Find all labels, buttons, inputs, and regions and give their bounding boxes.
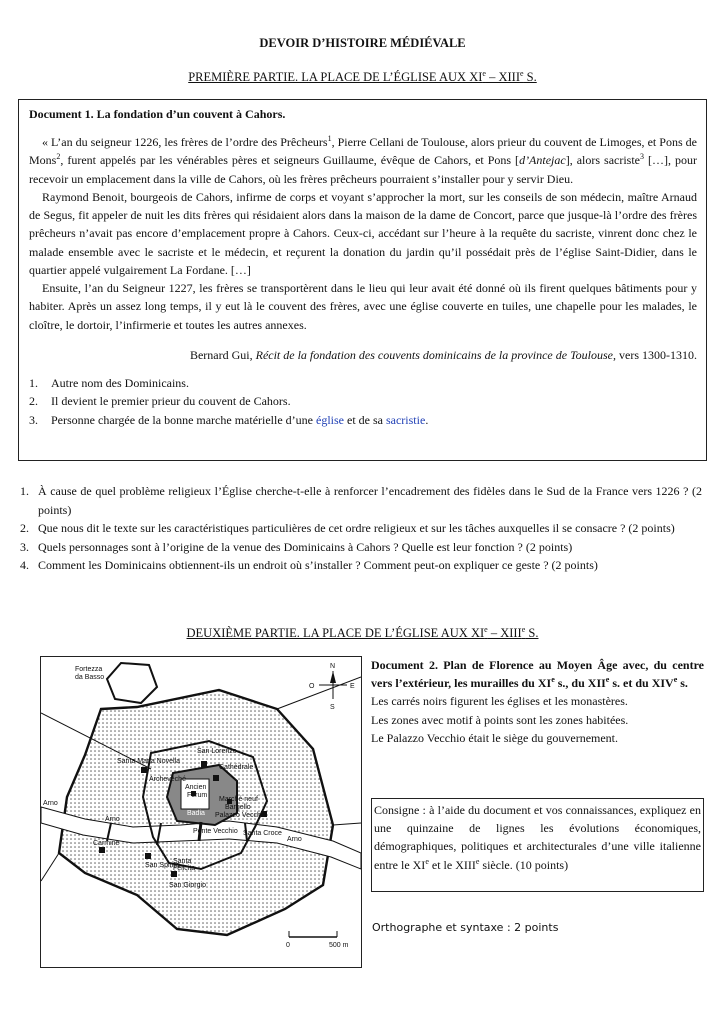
question-item: 3. Quels personnages sont à l’origine de la venue des Dominicains à Cahors ? Quelle est leur fonction ? (2 points): [20, 539, 573, 554]
question-item: 2. Que nous dit le texte sur les caractéristiques particulières de cet ordre religieux et sur les tâches auxquelles il se consacre ? (2 points): [20, 521, 675, 536]
document-1-paragraph-1: « L’an du seigneur 1226, les frères de l’ordre des Prêcheurs$^1$, Pierre Cellani de Toulouse, alors prieur du couvent de Limoges, et Pons de Mons$^2$, furent appelés par les vénérables pères et seigneurs Guillaume, évêque de Cahors, et Pons [d’Antejac], alors sacriste$^3$ […], pour recevoir un emplacement dans la ville de Cahors, où les frères prêcheurs pourraient s’installer pour y servir Dieu.: [29, 134, 698, 186]
footnote: 2. Il devient le premier prieur du couvent de Cahors.: [29, 394, 291, 409]
label-arno-1: Arno: [43, 800, 58, 807]
label-forum: Forum: [187, 792, 208, 799]
label-cathedrale: Cathédrale: [219, 764, 254, 771]
church-square: [213, 775, 219, 781]
consigne-box: Consigne : à l’aide du document et vos connaissances, expliquez en une quinzaine de lignes les évolutions économiques, démographiques, politiques et architecturales d’une ville italienne entre le XIe et le XIIIe siècle. (10 points): [371, 798, 704, 892]
label-archeveche: Archevêché: [149, 776, 186, 783]
label-badia: Badia: [187, 810, 205, 817]
label-santa-maria-novella: Santa Maria Novella: [117, 758, 181, 765]
scale-zero: 0: [286, 942, 290, 949]
document-1-source: Bernard Gui, Récit de la fondation des couvents dominicains de la province de Toulouse, vers 1300-1310.: [189, 347, 697, 362]
road: [333, 823, 361, 825]
page-title: DEVOIR D’HISTOIRE MÉDIÉVALE: [259, 36, 466, 50]
florence-map-drawing: [41, 657, 361, 967]
label-san-giorgio: San Giorgio: [169, 882, 206, 889]
label-san-lorenzo: San Lorenzo: [197, 748, 237, 755]
church-square: [141, 767, 147, 773]
label-bargello: Bargello: [225, 804, 251, 811]
label-felicita: Felicita: [173, 865, 196, 872]
scale-500: 500 m: [329, 942, 349, 949]
scale-bar: [286, 931, 349, 949]
document-1-paragraph-2: Raymond Benoit, bourgeois de Cahors, infirme de corps et voyant s’approcher la mort, sur les conseils de son médecin, maître Arnaud de Segus, fit appeler de nuit les dits frères qui résidaient alors dans la maison de la dame de Concort, parce que jusque-là l’ordre des frères prêcheurs n’avait pas encore d’emplacement propre à Cahors. Ceux-ci, accédant sur l’heure à la requête du sacriste, vinrent donc chez le malade ensemble avec le sacriste et le médecin, et reçurent la donation du jardin qu’il possédait près de l’église Saint-Didier, dans le quartier appelé vulgairement La Fordane. […]: [29, 189, 697, 277]
compass-n: N: [330, 663, 336, 670]
document-2-title: Document 2. Plan de Florence au Moyen Âge avec, du centre vers l’extérieur, les murailles du XIe s., du XIIe s. et du XIVe s.: [371, 658, 704, 690]
label-fortezza: Fortezza: [75, 666, 103, 673]
document-2-legend-churches: Les carrés noirs figurent les églises et les monastères.: [371, 694, 628, 708]
road: [277, 677, 361, 709]
sacristie-link[interactable]: sacristie: [385, 412, 426, 427]
label-arno-2: Arno: [105, 816, 120, 823]
compass-s: S: [330, 704, 335, 711]
church-square: [145, 853, 151, 859]
label-da-basso: da Basso: [75, 674, 105, 681]
label-ancien: Ancien: [185, 784, 207, 791]
label-san-spirito: San Spirito: [145, 862, 180, 869]
label-santa: Santa: [173, 858, 192, 865]
footnote: 3. Personne chargée de la bonne marche matérielle d’une église et de sa sacristie.: [29, 412, 429, 427]
fortezza-da-basso: [107, 663, 157, 703]
question-item: 1. À cause de quel problème religieux l’Église cherche-t-elle à renforcer l’encadrement des fidèles dans le Sud de la France vers 1226 ? (2 points): [20, 484, 702, 517]
compass-o: O: [309, 683, 315, 690]
document-1-box: [18, 99, 707, 461]
part1-heading: PREMIÈRE PARTIE. LA PLACE DE L’ÉGLISE AUX XIe – XIIIe S.: [188, 68, 537, 84]
florence-map: [40, 656, 362, 968]
label-palazzo-vecchio: Palazzo Vecchio: [215, 812, 267, 819]
compass-icon: [309, 663, 355, 711]
label-santa-croce: Santa Croce: [243, 830, 282, 837]
church-square: [201, 761, 207, 767]
label-arno-3: Arno: [287, 836, 302, 843]
footnotes: [29, 374, 697, 429]
label-marche-neuf: Marché neuf: [219, 796, 258, 803]
document-2-legend-palazzo: Le Palazzo Vecchio était le siège du gouvernement.: [371, 731, 619, 746]
eglise-link[interactable]: église: [316, 412, 344, 427]
part2-heading: DEUXIÈME PARTIE. LA PLACE DE L’ÉGLISE AUX XIe – XIIIe S.: [186, 624, 539, 640]
label-ponte-vecchio: Ponte Vecchio: [193, 828, 238, 835]
orthographe-note: Orthographe et syntaxe : 2 points: [372, 921, 559, 934]
document-2-text: [371, 656, 704, 748]
questions-list: [18, 482, 702, 575]
label-carmine: Carmine: [93, 840, 120, 847]
footnote: 1. Autre nom des Dominicains.: [29, 376, 189, 391]
road: [41, 853, 59, 881]
church-square: [99, 847, 105, 853]
document-2-legend-dotted: Les zones avec motif à points sont les zones habitées.: [371, 712, 629, 727]
question-item: 4. Comment les Dominicains obtiennent-ils un endroit où s’installer ? Comment peut-on expliquer ce geste ? (2 points): [20, 558, 598, 573]
document-1-title: Document 1. La fondation d’un couvent à Cahors.: [29, 107, 286, 121]
document-1-paragraph-3: Ensuite, l’an du Seigneur 1227, les frères se transportèrent dans le lieu qui leur avait été donné où ils firent quelques bâtiments pour y habiter. Après un assez long temps, il y eut là le couvent des frères, avec une église couverte en tuiles, une chapelle pour les malades, le cloître, le dortoir, l’infirmerie et toutes les autres annexes.: [29, 281, 697, 332]
compass-e: E: [350, 683, 355, 690]
